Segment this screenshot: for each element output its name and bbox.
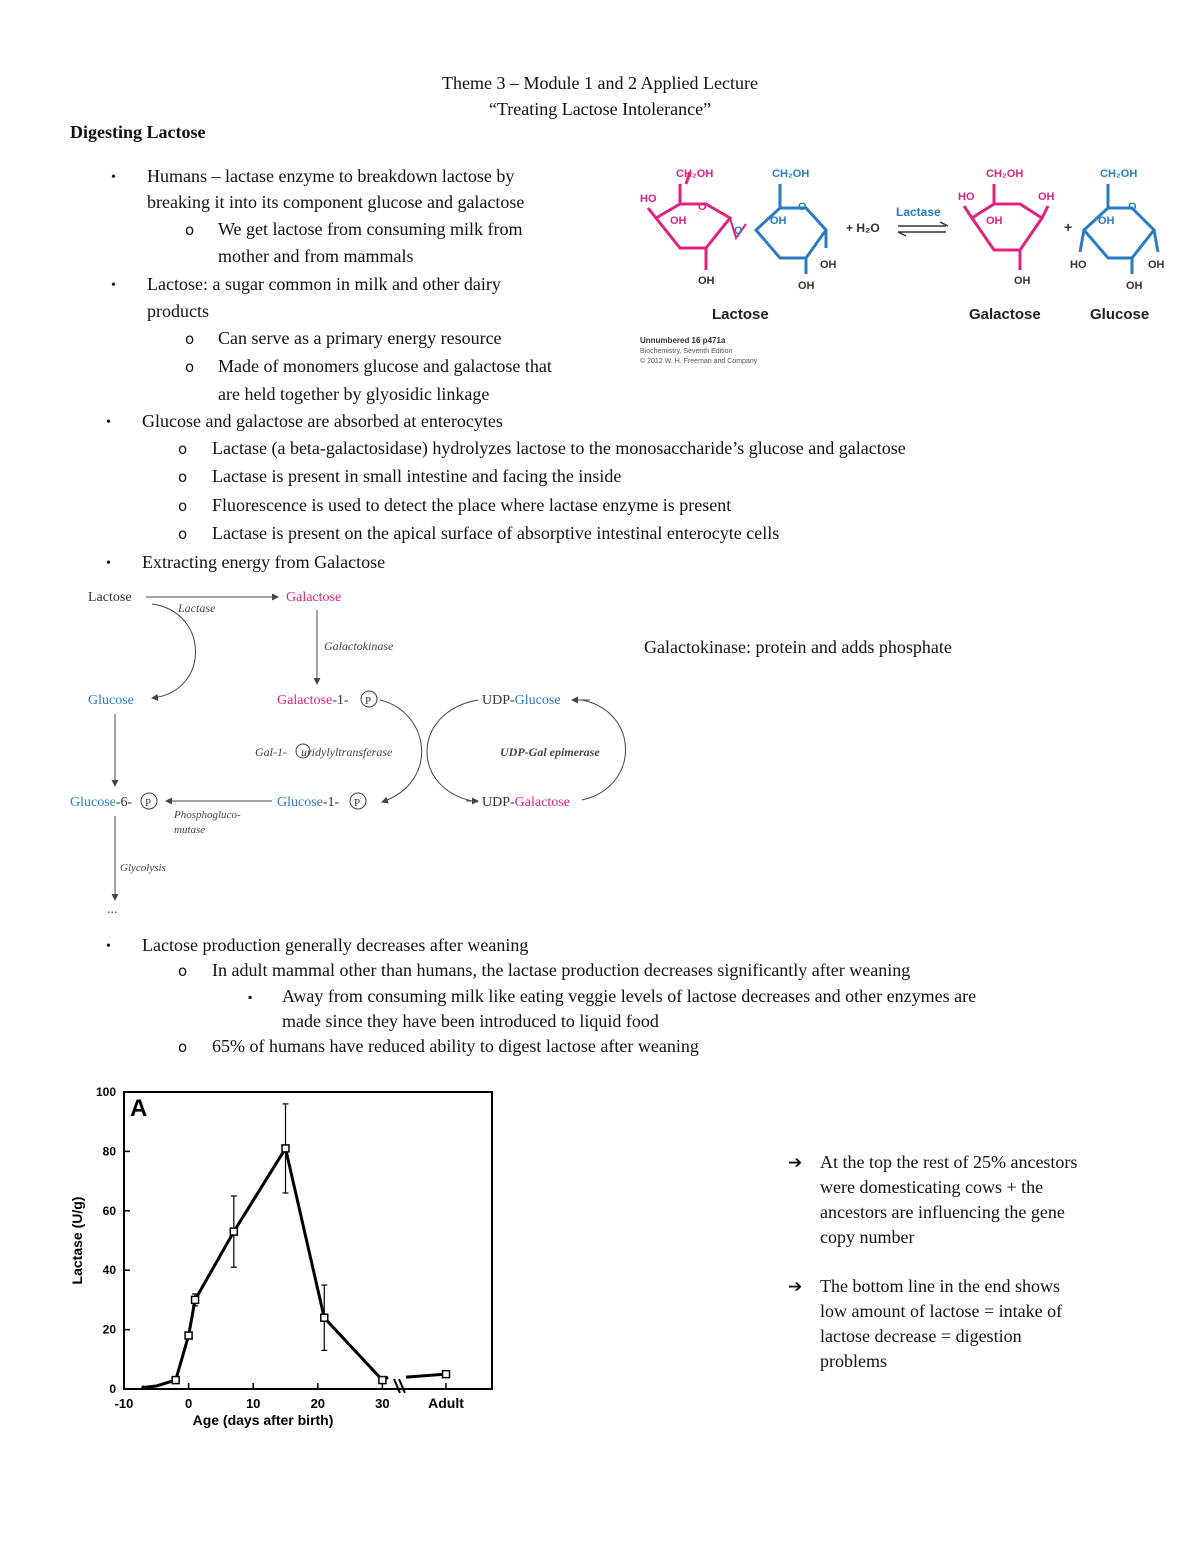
chart-marks [141, 1104, 449, 1390]
gal1p-prefix: Gal-1- [255, 745, 287, 759]
oh-label: OH [1038, 191, 1055, 203]
data-point [321, 1314, 328, 1321]
y-tick-label: 60 [102, 1203, 116, 1218]
list-item-cont: made since they have been introduced to liquid food [282, 1011, 659, 1031]
oh-label: OH [1014, 275, 1031, 287]
data-point [172, 1377, 179, 1384]
glucose-1-p-sugar: Glucose [277, 795, 323, 810]
plus-water: + H₂O [846, 221, 880, 235]
document-title: Theme 3 – Module 1 and 2 Applied Lecture [442, 73, 758, 93]
x-tick-label-adult: Adult [428, 1395, 464, 1411]
y-tick-label: 100 [95, 1085, 116, 1099]
gal1p-suffix: uridylyltransferase [301, 745, 393, 759]
galactose-name: Galactose [969, 306, 1041, 323]
x-axis-label: Age (days after birth) [192, 1412, 334, 1428]
galactose-1-p-dash: -1- [332, 693, 349, 708]
lactose-hydrolysis-figure [636, 158, 1166, 373]
glucose-1-p-dash: -1- [322, 795, 340, 810]
oh-label: OH [1148, 259, 1165, 271]
list-item: Lactose production generally decreases after weaning [142, 935, 529, 955]
udp-glucose-arc [427, 700, 478, 802]
oh-label: OH [1098, 215, 1115, 227]
pathway-glucose: Glucose [88, 693, 134, 708]
pathway-galactokinase: Galactokinase [324, 639, 394, 653]
phosphate-label: P [354, 797, 361, 809]
list-item: Lactose: a sugar common in milk and other dairy [147, 274, 501, 294]
note-2-line: lactose decrease = digestion [820, 1326, 1022, 1346]
list-item: Can serve as a primary energy resource [218, 328, 502, 348]
sub-marker: o [178, 525, 188, 543]
ch2oh-label: CH₂OH [772, 168, 810, 180]
note-1-line: copy number [820, 1227, 915, 1247]
figure-credit: Unnumbered 16 p471a [640, 336, 726, 345]
udp-prefix: UDP- [482, 693, 515, 708]
galactose-1-p-sugar: Galactose [277, 693, 333, 708]
pathway-galactose-1-p [277, 693, 349, 708]
phosphate-label: P [145, 797, 152, 809]
ch2oh-label: CH₂OH [676, 168, 714, 180]
data-point-adult [443, 1371, 450, 1378]
glucose-6-p-sugar: Glucose [70, 795, 116, 810]
list-item: Glucose and galactose are absorbed at enterocytes [142, 411, 503, 431]
oh-label: OH [770, 215, 787, 227]
lactose-glucose-ring [756, 184, 826, 274]
pathway-lactose: Lactose [88, 590, 132, 605]
list-item-cont: mother and from mammals [218, 246, 414, 266]
sub-marker: o [178, 497, 188, 515]
udp-glucose-sugar: Glucose [514, 693, 561, 708]
x-tick-label: 20 [310, 1396, 326, 1411]
note-2-line: The bottom line in the end shows [820, 1276, 1060, 1296]
oh-label: OH [698, 275, 715, 287]
sub-marker: o [185, 221, 195, 239]
x-tick-label: 30 [375, 1396, 390, 1411]
plus-sign: + [1064, 219, 1073, 235]
glucose-6-p-dash: -6- [115, 795, 133, 810]
o-label: O [698, 201, 707, 213]
oh-label: OH [820, 259, 837, 271]
ho-label: HO [958, 191, 975, 203]
glucose-name: Glucose [1090, 306, 1150, 323]
note-2-line: low amount of lactose = intake of [820, 1301, 1063, 1321]
lactose-to-glucose-arrow [152, 604, 196, 698]
list-item: Made of monomers glucose and galactose that [218, 356, 552, 376]
y-tick-label: 80 [102, 1144, 116, 1159]
pathway-udp-glucose [482, 693, 561, 708]
figure-credit: © 2012 W. H. Freeman and Company [640, 358, 758, 365]
y-tick-label: 20 [102, 1322, 116, 1337]
pathway-udp-galactose [482, 795, 570, 810]
sub-marker: o [178, 468, 188, 486]
lactase-series-line [143, 1148, 388, 1387]
pathway-glucose-1-p [277, 795, 340, 810]
data-point [282, 1145, 289, 1152]
ho-label: HO [640, 193, 657, 205]
lactase-enzyme-label: Lactase [896, 205, 941, 219]
pathway-ellipsis: ... [107, 902, 118, 917]
lactose-name: Lactose [712, 306, 769, 323]
section-heading: Digesting Lactose [70, 122, 206, 142]
galactokinase-note: Galactokinase: protein and adds phosphate [644, 637, 952, 657]
galactose-pathway-diagram [60, 582, 640, 917]
panel-label: A [130, 1095, 148, 1122]
data-point [379, 1377, 386, 1384]
bullet-marker: • [106, 556, 111, 571]
list-item: Lactase (a beta-galactosidase) hydrolyzes lactose to the monosaccharide’s glucose and galactose [212, 438, 906, 458]
pathway-galactose: Galactose [286, 590, 342, 605]
square-marker: ▪ [248, 990, 253, 1004]
y-axis-label: Lactase (U/g) [69, 1196, 85, 1285]
ch2oh-label: CH₂OH [1100, 168, 1138, 180]
phosphate-label: P [365, 695, 372, 707]
adult-series-line [406, 1374, 446, 1377]
lactose-galactose-ring [648, 172, 730, 270]
pathway-lactase: Lactase [178, 601, 216, 615]
o-label: O [734, 225, 743, 237]
pathway-epimerase: UDP-Gal epimerase [500, 745, 600, 759]
pathway-glycolysis: Glycolysis [120, 862, 166, 874]
list-item: Lactase is present on the apical surface of absorptive intestinal enterocyte cells [212, 523, 780, 543]
list-item: Extracting energy from Galactose [142, 552, 386, 572]
arrow-marker: ➔ [788, 1277, 803, 1297]
pathway-phosphogluco: Phosphogluco- [174, 809, 241, 821]
sub-marker: o [185, 330, 195, 348]
data-point [185, 1332, 192, 1339]
udp-prefix: UDP- [482, 795, 515, 810]
list-item-cont: are held together by glyosidic linkage [218, 384, 490, 404]
oh-label: OH [670, 215, 687, 227]
bullet-marker: • [106, 939, 111, 954]
pathway-glucose-6-p [70, 795, 133, 810]
ch2oh-label: CH₂OH [986, 168, 1024, 180]
lactase-age-chart [62, 1078, 502, 1440]
data-point [141, 1386, 145, 1390]
document-subtitle: “Treating Lactose Intolerance” [488, 99, 712, 119]
galactose-ring [964, 184, 1048, 270]
x-tick-label: 10 [245, 1396, 261, 1411]
bullet-marker: • [106, 415, 111, 430]
list-item: Lactase is present in small intestine and facing the inside [212, 466, 622, 486]
oh-label: OH [798, 280, 815, 292]
list-item: We get lactose from consuming milk from [218, 219, 523, 239]
sub-marker: o [178, 962, 188, 980]
udp-galactose-sugar: Galactose [514, 795, 570, 810]
list-item: In adult mammal other than humans, the lactase production decreases significantly after weaning [212, 960, 911, 980]
note-1-line: were domesticating cows + the [820, 1177, 1044, 1197]
figure-credit: Biochemistry, Seventh Edition [640, 348, 733, 355]
pathway-mutase: mutase [174, 824, 206, 836]
list-item: Fluorescence is used to detect the place where lactase enzyme is present [212, 495, 732, 515]
oh-label: OH [986, 215, 1003, 227]
glucose-ring [1080, 184, 1158, 274]
list-item-cont: breaking it into its component glucose and galactose [147, 192, 525, 212]
bullet-marker: • [111, 278, 116, 293]
o-label: O [798, 201, 807, 213]
x-tick-label: 0 [184, 1396, 193, 1411]
sub-marker: o [178, 1038, 188, 1056]
note-1-line: ancestors are influencing the gene [820, 1202, 1065, 1222]
bullet-marker: • [111, 170, 116, 185]
y-tick-label: 40 [102, 1263, 116, 1278]
oh-label: OH [1126, 280, 1143, 292]
o-label: O [1128, 201, 1137, 213]
note-2-line: problems [820, 1351, 887, 1371]
data-point [230, 1228, 237, 1235]
arrow-marker: ➔ [788, 1153, 803, 1173]
sub-marker: o [178, 440, 188, 458]
ho-label: HO [1070, 259, 1087, 271]
list-item: Away from consuming milk like eating veggie levels of lactose decreases and other enzymes are [282, 986, 977, 1006]
note-1-line: At the top the rest of 25% ancestors [820, 1152, 1078, 1172]
data-point [192, 1296, 199, 1303]
gal1p-transferase [255, 745, 393, 759]
x-tick-label: -10 [114, 1396, 134, 1411]
list-item: Humans – lactase enzyme to breakdown lactose by [147, 166, 515, 186]
sub-marker: o [185, 358, 195, 376]
y-tick-label: 0 [109, 1382, 116, 1396]
list-item: 65% of humans have reduced ability to digest lactose after weaning [212, 1036, 699, 1056]
list-item-cont: products [147, 301, 209, 321]
